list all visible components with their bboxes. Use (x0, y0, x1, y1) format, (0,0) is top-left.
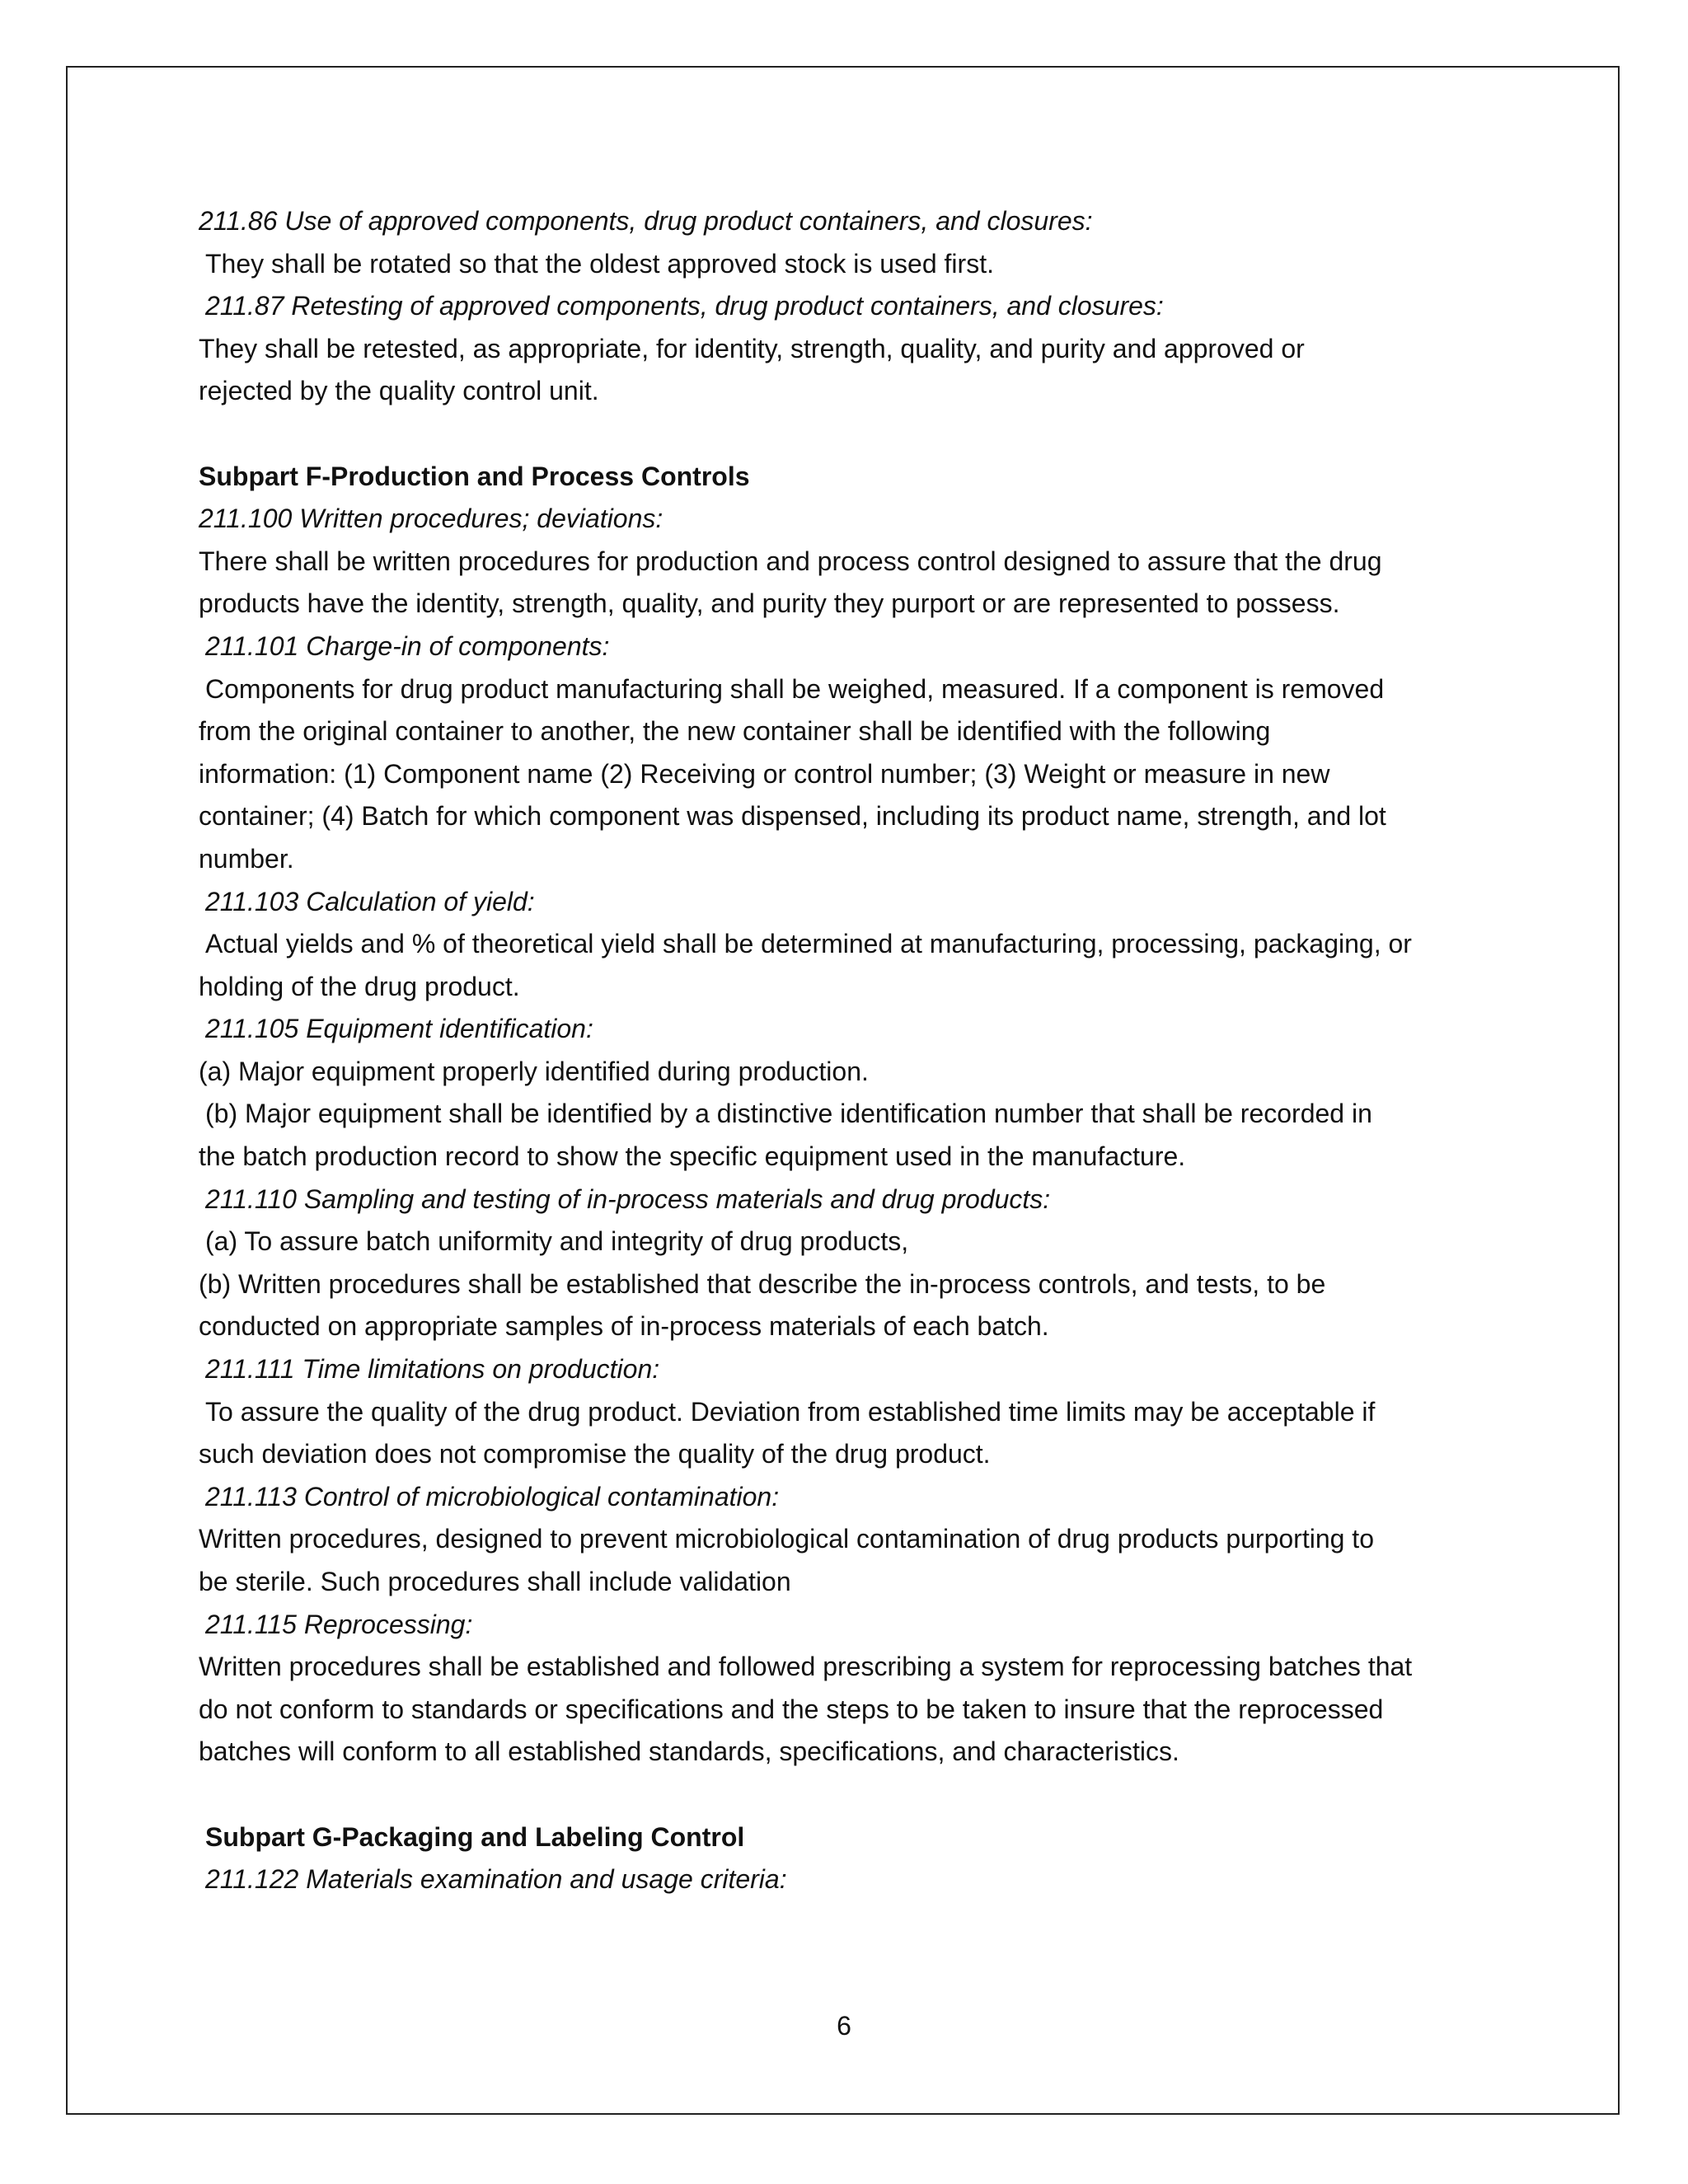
section-heading-211-122: 211.122 Materials examination and usage criteria: (205, 1864, 787, 1895)
paragraph-line: the batch production record to show the specific equipment used in the manufacture. (199, 1141, 1186, 1172)
paragraph-line: They shall be rotated so that the oldest approved stock is used first. (205, 248, 994, 279)
paragraph-line: Written procedures shall be established and followed prescribing a system for reprocessing batches that (199, 1652, 1413, 1682)
section-heading-211-86: 211.86 Use of approved components, drug product containers, and closures: (199, 206, 1093, 236)
paragraph-line: such deviation does not compromise the quality of the drug product. (199, 1439, 991, 1469)
blank-line (199, 1774, 1501, 1816)
section-heading-211-100: 211.100 Written procedures; deviations: (199, 504, 663, 534)
paragraph-line: from the original container to another, the new container shall be identified with the following (199, 716, 1271, 747)
paragraph-line: There shall be written procedures for production and process control designed to assure that the drug (199, 546, 1382, 576)
paragraph-line: conducted on appropriate samples of in-process materials of each batch. (199, 1311, 1049, 1342)
document-body (199, 200, 1501, 1901)
paragraph-line: Components for drug product manufacturing shall be weighed, measured. If a component is removed (205, 673, 1385, 704)
paragraph-line: be sterile. Such procedures shall include validation (199, 1567, 791, 1596)
paragraph-line: products have the identity, strength, quality, and purity they purport or are represented to possess. (199, 588, 1340, 619)
section-heading-211-111: 211.111 Time limitations on production: (205, 1354, 660, 1385)
paragraph-line: number. (199, 843, 294, 874)
section-heading-211-101: 211.101 Charge-in of components: (205, 630, 610, 661)
page-number: 6 (837, 2011, 851, 2041)
paragraph-line: batches will conform to all established standards, specifications, and characteristics. (199, 1736, 1179, 1767)
paragraph-line: They shall be retested, as appropriate, for identity, strength, quality, and purity and approved or (199, 333, 1305, 363)
section-heading-211-105: 211.105 Equipment identification: (205, 1014, 593, 1044)
paragraph-line: (b) Major equipment shall be identified by a distinctive identification number that shall be recorded in (205, 1099, 1372, 1129)
paragraph-line: (a) Major equipment properly identified during production. (199, 1056, 869, 1086)
paragraph-line: To assure the quality of the drug product. Deviation from established time limits may be acceptable if (205, 1396, 1376, 1427)
paragraph-line: Written procedures, designed to prevent microbiological contamination of drug products purporting to (199, 1524, 1374, 1554)
paragraph-line: container; (4) Batch for which component was dispensed, including its product name, strength, and lot (199, 801, 1386, 832)
paragraph-line: holding of the drug product. (199, 971, 520, 1001)
section-heading-211-103: 211.103 Calculation of yield: (205, 886, 535, 916)
subpart-f-heading: Subpart F-Production and Process Controls (199, 461, 750, 491)
blank-line (199, 413, 1501, 456)
paragraph-line: (a) To assure batch uniformity and integrity of drug products, (205, 1226, 909, 1257)
paragraph-line: Actual yields and % of theoretical yield shall be determined at manufacturing, processing, packaging, or (205, 929, 1412, 959)
paragraph-line: (b) Written procedures shall be established that describe the in-process controls, and tests, to be (199, 1268, 1326, 1299)
paragraph-line: do not conform to standards or specifications and the steps to be taken to insure that the reprocessed (199, 1694, 1384, 1724)
paragraph-line: information: (1) Component name (2) Receiving or control number; (3) Weight or measure in new (199, 758, 1330, 789)
section-heading-211-87: 211.87 Retesting of approved components, drug product containers, and closures: (205, 291, 1164, 321)
paragraph-line: rejected by the quality control unit. (199, 376, 599, 406)
section-heading-211-113: 211.113 Control of microbiological contamination: (205, 1481, 780, 1511)
section-heading-211-115: 211.115 Reprocessing: (205, 1609, 473, 1639)
section-heading-211-110: 211.110 Sampling and testing of in-process materials and drug products: (205, 1183, 1051, 1214)
subpart-g-heading: Subpart G-Packaging and Labeling Control (205, 1821, 745, 1852)
